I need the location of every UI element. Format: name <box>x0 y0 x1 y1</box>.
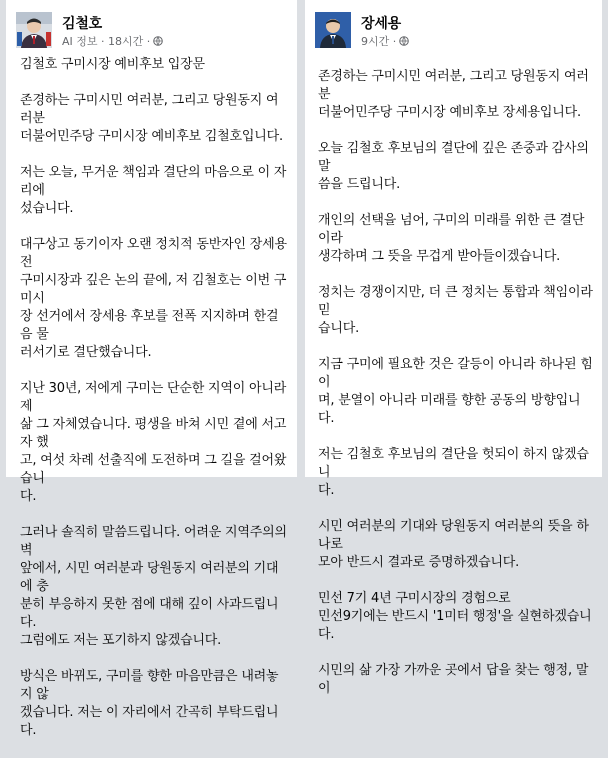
post-paragraph: 민선 7기 4년 구미시장의 경험으로 민선9기에는 반드시 '1미터 행정'을 실현하겠습니다. <box>318 591 592 642</box>
author-name[interactable]: 장세용 <box>361 16 401 32</box>
post-paragraph: 김철호 구미시장 예비후보 입장문 <box>20 57 205 72</box>
post-paragraph: 개인의 선택을 넘어, 구미의 미래를 위한 큰 결단이라 생각하며 그 뜻을 무겁게 받아들이겠습니다. <box>318 213 585 264</box>
post-paragraph: 존경하는 구미시민 여러분, 그리고 당원동지 여러분 더불어민주당 구미시장 예비후보 김철호입니다. <box>20 93 283 144</box>
globe-icon <box>153 36 163 46</box>
post-body <box>318 68 594 716</box>
post-paragraph: 저는 김철호 후보님의 결단을 헛되이 하지 않겠습니 다. <box>318 447 589 498</box>
post-body <box>20 56 289 758</box>
post-meta <box>62 33 163 49</box>
post-meta-text: 9시간 · <box>361 35 397 48</box>
post-paragraph: 저는 오늘, 무거운 책임과 결단의 마음으로 이 자리에 섰습니다. <box>20 165 287 216</box>
post-paragraph: 그러나 솔직히 말씀드립니다. 어려운 지역주의의 벽 앞에서, 시민 여러분과 당원동지 여러분의 기대에 충 분히 부응하지 못한 점에 대해 깊이 사과드립니다. 그럼에도 저는 포기하지 않겠습니다. <box>20 525 287 648</box>
post-meta <box>361 33 409 49</box>
post-paragraph: 대구상고 동기이자 오랜 정치적 동반자인 장세용 전 구미시장과 깊은 논의 끝에, 저 김철호는 이번 구미시 장 선거에서 장세용 후보를 전폭 지지하며 한걸음 물 러서기로 결단했습니다. <box>20 237 287 360</box>
post-paragraph: 존경하는 구미시민 여러분, 그리고 당원동지 여러분 더불어민주당 구미시장 예비후보 장세용입니다. <box>318 69 589 120</box>
post-paragraph: 시민 여러분의 기대와 당원동지 여러분의 뜻을 하나로 모아 반드시 결과로 증명하겠습니다. <box>318 519 589 570</box>
author-name[interactable]: 김철호 <box>62 16 102 32</box>
post-paragraph: 지금 구미에 필요한 것은 갈등이 아니라 하나된 힘이 며, 분열이 아니라 미래를 향한 공동의 방향입니다. <box>318 357 593 426</box>
post-meta-text: AI 정보 · 18시간 · <box>62 35 151 48</box>
post-paragraph: 방식은 바뀌도, 구미를 향한 마음만큼은 내려놓지 않 겠습니다. 저는 이 자리에서 간곡히 부탁드립니다. <box>20 669 279 738</box>
post-card-kim <box>6 0 297 738</box>
globe-icon <box>399 36 409 46</box>
post-paragraph: 지난 30년, 저에게 구미는 단순한 지역이 아니라 제 삶 그 자체였습니다. 평생을 바쳐 시민 곁에 서고자 했 고, 여섯 차례 선출직에 도전하며 그 길을 걸어왔습니 다. <box>20 381 287 504</box>
post-paragraph: 오늘 김철호 후보님의 결단에 깊은 존중과 감사의 말 씀을 드립니다. <box>318 141 589 192</box>
post-paragraph: 정치는 경쟁이지만, 더 큰 정치는 통합과 책임이라 믿 습니다. <box>318 285 593 336</box>
avatar[interactable] <box>315 12 351 48</box>
post-paragraph: 시민의 삶 가장 가까운 곳에서 답을 찾는 행정, 말이 <box>318 663 589 696</box>
avatar[interactable] <box>16 12 52 48</box>
post-card-jang <box>305 0 602 696</box>
